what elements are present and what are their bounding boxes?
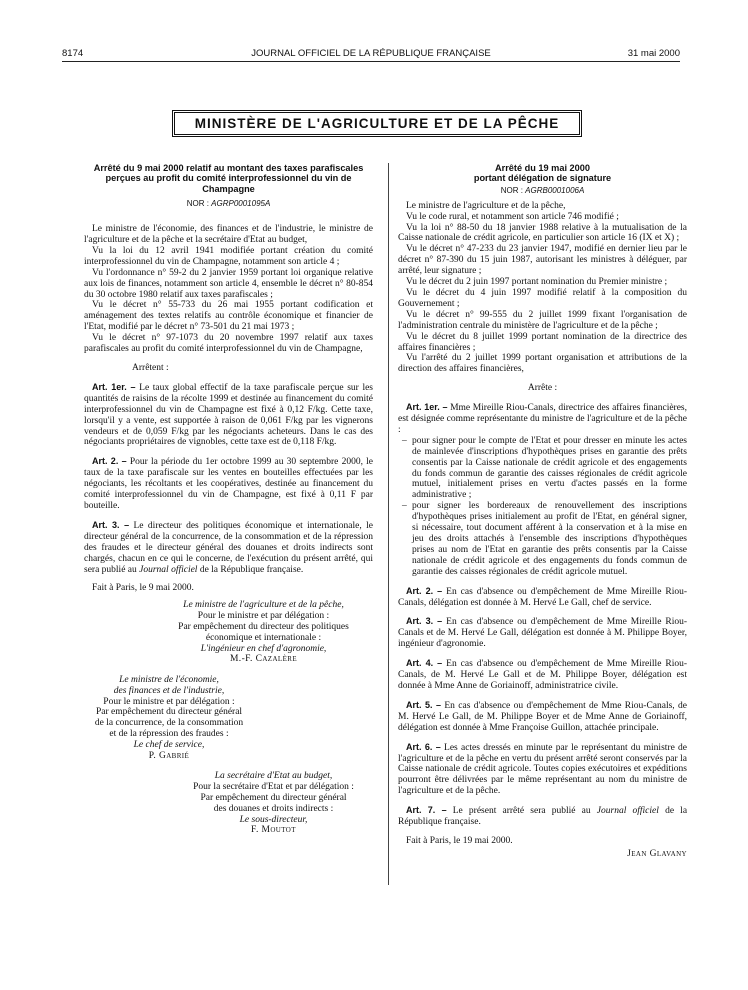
decree-right bbox=[398, 163, 687, 860]
journal-title: JOURNAL OFFICIEL DE LA RÉPUBLIQUE FRANÇAISE bbox=[251, 48, 491, 59]
place-date: Fait à Paris, le 9 mai 2000. bbox=[92, 583, 194, 594]
paragraph: Vu le décret du 8 juillet 1999 portant nomination de la directrice des affaires financières ; bbox=[398, 331, 687, 353]
paragraph: Vu le décret n° 99-555 du 2 juillet 1999 fixant l'organisation de l'administration centrale du ministère de l'agriculture et de la pêche ; bbox=[398, 309, 687, 331]
article-5: Art. 5. – En cas d'absence ou d'empêchement de Mme Riou-Canals, de M. Hervé Le Gall, de M. Philippe Boyer et de Mme Anne de Goriainoff, délégation est donnée à Mme Françoise Guillon, attachée principale. bbox=[398, 699, 687, 733]
decree-left-nor: NOR : AGRP0001095A bbox=[186, 199, 271, 209]
signatory-name: Jean Glavany bbox=[627, 848, 687, 859]
column-separator bbox=[388, 163, 389, 885]
header-rule bbox=[62, 61, 680, 62]
arretent: Arrêtent : bbox=[132, 363, 169, 373]
paragraph: Vu le décret n° 47-233 du 23 janvier 1947, modifié en dernier lieu par le décret n° 87-390 du 15 juin 1987, autorisant les ministres à déléguer, par arrêté, leur signature ; bbox=[398, 244, 687, 277]
nor-code: AGRB0001006A bbox=[525, 185, 585, 195]
decree-right-title: Arrêté du 19 mai 2000 portant délégation de signature bbox=[473, 163, 612, 184]
paragraph: Vu le décret du 4 juin 1997 modifié relatif à la composition du Gouvernement ; bbox=[398, 287, 687, 309]
arrete: Arrête : bbox=[527, 383, 558, 394]
issue-date: 31 mai 2000 bbox=[627, 48, 680, 59]
ministry-title: MINISTÈRE DE L'AGRICULTURE ET DE LA PÊCHE bbox=[174, 112, 580, 135]
paragraph: Vu l'arrêté du 2 juillet 1999 portant organisation et attributions de la direction des affaires financières, bbox=[398, 353, 687, 375]
nor-code: AGRP0001095A bbox=[211, 199, 271, 209]
article-7: Art. 7. – Le présent arrêté sera publié au Journal officiel de la République française. bbox=[398, 805, 688, 828]
paragraph: Vu le décret du 2 juin 1997 portant nomination du Premier ministre ; bbox=[406, 277, 668, 288]
article-6: Art. 6. – Les actes dressés en minute par le représentant du ministre de l'agriculture et de la pêche en vertu du présent arrêté seront conservés par la Caisse nationale de crédit agricole. Toutes copies exécutoires et expéditions pourront être délivrées par le même représentant au nom du ministre de l'agriculture et de la pêche. bbox=[398, 741, 688, 797]
signature-block-economie: Le ministre de l'économie, des finances et de l'industrie, Pour le ministre et par délégation : Par empêchement du directeur général de la concurrence, de la consommation et de la répression des fraudes : Le chef de service, P. Gabrié bbox=[84, 675, 254, 761]
page-number: 8174 bbox=[62, 48, 84, 59]
article-2: Art. 2. – En cas d'absence ou d'empêchement de Mme Mireille Riou-Canals, délégation est donnée à M. Hervé Le Gall, chef de service. bbox=[398, 585, 688, 608]
signatory-name: F. Moutot bbox=[251, 825, 296, 836]
list-item: – pour signer pour le compte de l'Etat et pour dresser en minute les actes de mainlevée d'inscriptions d'hypothèques prises en garantie des prêts consentis par la Caisse nationale de crédit agricole et des engagements du fonds commun de garantie des caisses régionales de crédit agricole mutuel, initialement prises en vertu d'actes passés en la forme administrative ; bbox=[412, 436, 687, 501]
paragraph: Vu la loi du 12 avril 1941 modifiée portant création du comité interprofessionnel du vin de Champagne, notamment son article 4 ; bbox=[84, 245, 373, 267]
paragraph: Vu la loi n° 88-50 du 18 janvier 1988 relative à la mutualisation de la Caisse nationale de crédit agricole, en particulier son article 16 (IX et X) ; bbox=[398, 222, 687, 244]
signature-block-agriculture: Le ministre de l'agriculture et de la pêche, Pour le ministre et par délégation : Par empêchement du directeur des politiques économique et internationale : L'ingénieur en chef d'agronomie, M.-F. Cazalère bbox=[84, 600, 373, 665]
paragraph: Vu l'ordonnance n° 59-2 du 2 janvier 1959 portant loi organique relative aux lois de finances, notamment son article 4, ensemble le décret n° 80-854 du 30 octobre 1980 relatif aux taxes parafiscales ; bbox=[84, 267, 373, 300]
paragraph: Le ministre de l'économie, des finances et de l'industrie, le ministre de l'agriculture et de la pêche et la secrétaire d'Etat au budget, bbox=[84, 224, 373, 246]
list-item: – pour signer les bordereaux de renouvellement des inscriptions d'hypothèques prises initialement au profit de l'Etat, en général signer, si nécessaire, tout document afférent à la conservation et à la mise en jeu des droits attachés à l'ensemble des inscriptions d'hypothèques prises au nom de l'Etat en garantie des prêts consentis par la Caisse nationale de crédit agricole et des engagements du fonds commun de garantie des caisses régionales de crédit agricole mutuel. bbox=[412, 501, 687, 577]
signatory-name: M.-F. Cazalère bbox=[229, 654, 298, 665]
signature-block-budget: La secrétaire d'Etat au budget, Pour la secrétaire d'Etat et par délégation : Par empêchement du directeur général des douanes et droits indirects : Le sous-directeur, F. Moutot bbox=[84, 771, 373, 836]
decree-right-nor: NOR : AGRB0001006A bbox=[500, 185, 585, 195]
delegation-list bbox=[398, 436, 687, 578]
paragraph: Le ministre de l'agriculture et de la pêche, bbox=[406, 200, 566, 211]
paragraph: Vu le code rural, et notamment son article 746 modifié ; bbox=[406, 211, 619, 222]
article-4: Art. 4. – En cas d'absence ou d'empêchement de Mme Mireille Riou-Canals, de M. Hervé Le Gall et de M. Philippe Boyer, délégation est donnée à Mme Anne de Goriainoff, administratrice civile. bbox=[398, 658, 688, 691]
article-3: Art. 3. – Le directeur des politiques économique et internationale, le directeur général de la concurrence, de la consommation et de la répression des fraudes et le directeur général des douanes et droits indirects sont chargés, chacun en ce qui le concerne, de l'exécution du présent arrêté, qui sera publié au Journal officiel de la République française. bbox=[84, 519, 374, 575]
signatory-name: P. Gabrié bbox=[148, 750, 190, 761]
paragraph: Vu le décret n° 97-1073 du 20 novembre 1997 relatif aux taxes parafiscales au profit du comité interprofessionnel du vin de Champagne, bbox=[84, 333, 373, 355]
article-2: Art. 2. – Pour la période du 1er octobre 1999 au 30 septembre 2000, le taux de la taxe parafiscale sur les ventes en bouteilles effectuées par les négociants, les récoltants et les coopératives, destinée au financement du comité interprofessionnel du vin de Champagne, est fixé à 0,11 F par bouteille. bbox=[84, 456, 373, 511]
decree-left-title: Arrêté du 9 mai 2000 relatif au montant des taxes parafiscales perçues au profit du comité interprofessionnel du vin de Champagne bbox=[93, 163, 364, 194]
ministry-banner bbox=[172, 110, 582, 137]
article-1: Art. 1er. – Mme Mireille Riou-Canals, directrice des affaires financières, est désignée comme représentante du ministre de l'agriculture et de la pêche : bbox=[398, 402, 688, 435]
decree-left bbox=[84, 163, 373, 836]
article-3: Art. 3. – En cas d'absence ou d'empêchement de Mme Mireille Riou-Canals et de M. Hervé Le Gall, délégation est donnée à M. Philippe Boyer, ingénieur d'agronomie. bbox=[398, 616, 688, 650]
paragraph: Vu le décret n° 55-733 du 26 mai 1955 portant codification et aménagement des textes relatifs au contrôle économique et financier de l'Etat, modifié par le décret n° 73-501 du 21 mai 1973 ; bbox=[84, 300, 373, 333]
place-date: Fait à Paris, le 19 mai 2000. bbox=[406, 835, 513, 846]
article-1: Art. 1er. – Le taux global effectif de la taxe parafiscale perçue sur les quantités de raisins de la récolte 1999 et destinée au financement du comité interprofessionnel du vin de Champagne est fixé à 0,12 F/kg. Cette taxe, lorsqu'il y a vente, est supportée à raison de 0,061 F/kg par les vignerons vendeurs et de 0,059 F/kg par les négociants acheteurs. Dans le cas des négociants propriétaires de vignobles, cette taxe est de 0,118 F/kg. bbox=[84, 381, 373, 448]
